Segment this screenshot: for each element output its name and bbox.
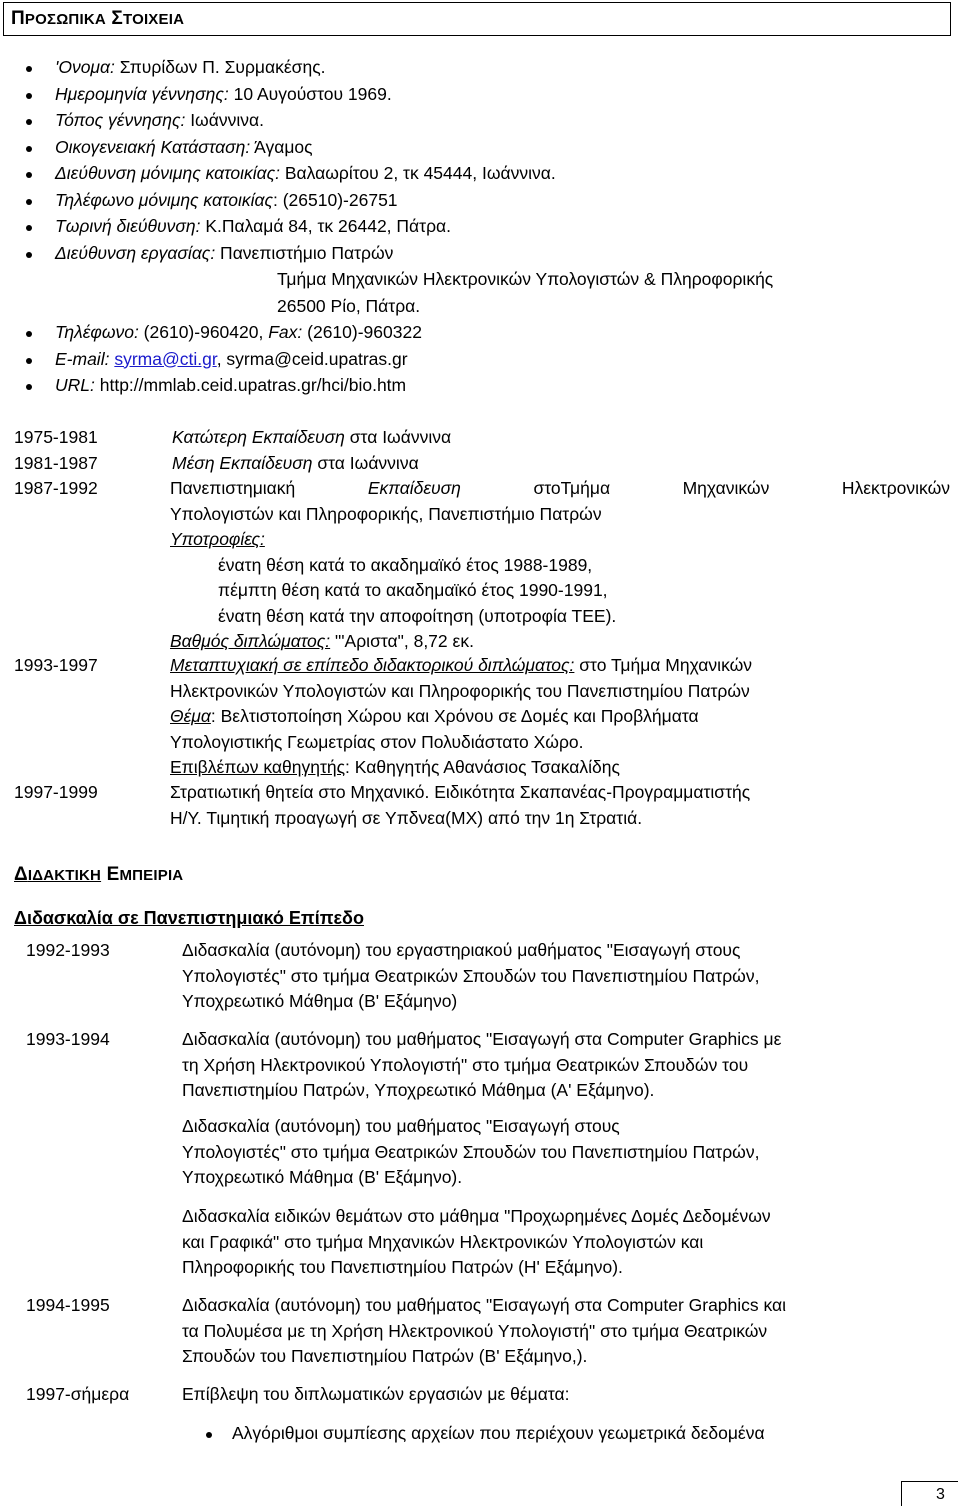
education-year: 1987-1992 (14, 478, 98, 498)
list-item: Τηλέφωνο: (2610)-960420, Fax: (2610)-960322 (22, 320, 942, 347)
teaching-heading: ΔΙΔΑΚΤΙΚΗ ΕΜΠΕΙΡΙΑ (14, 864, 184, 885)
list-item: 'Ονομα: Σπυρίδων Π. Συρμακέσης. (22, 55, 942, 82)
teaching-year: 1994-1995 (26, 1295, 110, 1315)
list-item: Τόπος γέννησης: Ιωάννινα. (22, 108, 942, 135)
list-item: Τωρινή διεύθυνση: Κ.Παλαμά 84, τκ 26442, Πάτρα. (22, 214, 942, 241)
personal-heading: ΠΡΟΣΩΠΙΚΑ ΣΤΟΙΧΕΙΑ (11, 8, 185, 29)
list-item: Διεύθυνση εργασίας: Πανεπιστήμιο Πατρών (22, 241, 942, 268)
teaching-year: 1997-σήμερα (26, 1384, 130, 1404)
page-number-box (901, 1481, 958, 1506)
teaching-entry: Διδασκαλία (αυτόνομη) του μαθήματος "Εισαγωγή στους Υπολογιστές" στο τμήμα Θεατρικών Σπουδών του Πανεπιστημίου Πατρών, Υποχρεωτικό Μάθημα (Β' Εξάμηνο). (182, 1116, 760, 1187)
education-year: 1993-1997 (14, 655, 98, 675)
work-address-line: 26500 Ρίο, Πάτρα. (277, 295, 421, 316)
personal-info-list (22, 55, 942, 400)
teaching-entry: Διδασκαλία (αυτόνομη) του εργαστηριακού μαθήματος "Εισαγωγή στους Υπολογιστές" στο τμήμα Θεατρικών Σπουδών του Πανεπιστημίου Πατρών, Υποχρεωτικό Μάθημα (Β' Εξάμηνο) (182, 940, 760, 1011)
page-number: 3 (936, 1486, 945, 1503)
teaching-entry: Διδασκαλία ειδικών θεμάτων στο μάθημα "Προχωρημένες Δομές Δεδομένων και Γραφικά" στο τμήμα Μηχανικών Ηλεκτρονικών Υπολογιστών και Πληροφορικής του Πανεπιστημίου Πατρών (Η' Εξάμηνο). (182, 1206, 771, 1277)
teaching-entry: Επίβλεψη του διπλωματικών εργασιών με θέματα: (182, 1384, 570, 1404)
list-item: URL: http://mmlab.ceid.upatras.gr/hci/bio.htm (22, 373, 942, 400)
teaching-entry: Διδασκαλία (αυτόνομη) του μαθήματος "Εισαγωγή στα Computer Graphics και τα Πολυμέσα με τη Χρήση Ηλεκτρονικού Υπολογιστή" στο τμήμα Θεατρικών Σπουδών του Πανεπιστημίου Πατρών (Β' Εξάμηνο,). (182, 1295, 787, 1366)
list-item: Ημερομηνία γέννησης: 10 Αυγούστου 1969. (22, 82, 942, 109)
document-page: ΠΡΟΣΩΠΙΚΑ ΣΤΟΙΧΕΙΑ 'Ονομα: Σπυρίδων Π. Συρμακέσης. Ημερομηνία γέννησης: 10 Αυγούστου 1969. Τόπος γέννησης: Ιωάννινα. Οικογενειακή Κατάσταση: Άγαμος Διεύθυνση μόνιμης κατοικίας: Βαλαωρίτου 2, τκ 45444, Ιωάννινα. Τηλέφωνο μόνιμης κατοικίας: (26510)-26751 Τωρινή διεύθυνση: Κ.Παλαμά 84, τκ 26442, Πάτρα. Διεύθυνση εργασίας: Πανεπιστήμιο Πατρών Τμήμα Μηχανικών Ηλεκτρονικών Υπολογιστών & Πληροφορικής 26500 Ρίο, Πάτρα. Τηλέφωνο: (2610)-960420, Fax: (2610)-960322 E-mail: syrma@cti.gr, syrma@ceid.upatras.gr URL: http://mmlab.ceid.upatras.gr/hci/bio.htm 1975-1981 Κατώτερη Εκπαίδευση στα Ιωάννινα 1981-1987 Μέση Εκπαίδευση στα Ιωάννινα 1987-1992 Πανεπιστημιακή Εκπαίδευση στοΤμήμα Μηχανικών Ηλεκτρονικών Υπολογιστών και Πληροφορικής, Πανεπιστήμιο Πατρών Υποτροφίες: ένατη θέση κατά το ακαδημαϊκό έτος 1988-1989, πέμπτη θέση κατά το ακαδημαϊκό έτος 1990-1991, ένατη θέση κατά την αποφοίτηση (υποτροφία ΤΕΕ). Βαθμός διπλώματος: "'Αριστα", 8,72 εκ. 1993-1997 Μεταπτυχιακή σε επίπεδο διδακτορικού διπλώματος: στο Τμήμα Μηχανικών Ηλεκτρονικών Υπολογιστών και Πληροφορικής του Πανεπιστημίου Πατρών Θέμα: Βελτιστοποίηση Χώρου και Χρόνου σε Δομές και Προβλήματα Υπολογιστικής Γεωμετρίας στον Πολυδιάστατο Χώρο. Επιβλέπων καθηγητής: Καθηγητής Αθανάσιος Τσακαλίδης 1997-1999 Στρατιωτική θητεία στο Μηχανικό. Ειδικότητα Σκαπανέας-Προγραμματιστής Η/Υ. Τιμητική προαγωγή σε Υπδνεα(ΜΧ) από την 1η Στρατιά. ΔΙΔΑΚΤΙΚΗ ΕΜΠΕΙΡΙΑ Διδασκαλία σε Πανεπιστημιακό Επίπεδο 1992-1993 Διδασκαλία (αυτόνομη) του εργαστηριακού μαθήματος "Εισαγωγή στους Υπολογιστές" στο τμήμα Θεατρικών Σπουδών του Πανεπιστημίου Πατρών, Υποχρεωτικό Μάθημα (Β' Εξάμηνο) 1993-1994 Διδασκαλία (αυτόνομη) του μαθήματος "Εισαγωγή στα Computer Graphics με τη Χρήση Ηλεκτρονικού Υπολογιστή" στο τμήμα Θεατρικών Σπουδών του Πανεπιστημίου Πατρών, Υποχρεωτικό Μάθημα (Α' Εξάμηνο). Διδασκαλία (αυτόνομη) του μαθήματος "Εισαγωγή στους Υπολογιστές" στο τμήμα Θεατρικών Σπουδών του Πανεπιστημίου Πατρών, Υποχρεωτικό Μάθημα (Β' Εξάμηνο). Διδασκαλία ειδικών θεμάτων στο μάθημα "Προχωρημένες Δομές Δεδομένων και Γραφικά" στο τμήμα Μηχανικών Ηλεκτρονικών Υπολογιστών και Πληροφορικής του Πανεπιστημίου Πατρών (Η' Εξάμηνο). 1994-1995 Διδασκαλία (αυτόνομη) του μαθήματος "Εισαγωγή στα Computer Graphics και τα Πολυμέσα με τη Χρήση Ηλεκτρονικού Υπολογιστή" στο τμήμα Θεατρικών Σπουδών του Πανεπιστημίου Πατρών (Β' Εξάμηνο,). 1997-σήμερα Επίβλεψη του διπλωματικών εργασιών με θέματα: Αλγόριθμοι συμπίεσης αρχείων που περιέχουν γεωμετρικά δεδομένα 3 (0, 0, 960, 1507)
teaching-year: 1992-1993 (26, 940, 110, 960)
list-item: Τηλέφωνο μόνιμης κατοικίας: (26510)-26751 (22, 188, 942, 215)
education-year: 1997-1999 (14, 782, 98, 802)
list-item: Οικογενειακή Κατάσταση: Άγαμος (22, 135, 942, 162)
work-address-line: Τμήμα Μηχανικών Ηλεκτρονικών Υπολογιστών & Πληροφορικής (277, 269, 774, 289)
list-item: E-mail: syrma@cti.gr, syrma@ceid.upatras.gr (22, 347, 942, 374)
email-link[interactable]: syrma@cti.gr (114, 348, 217, 369)
teaching-entry: Διδασκαλία (αυτόνομη) του μαθήματος "Εισαγωγή στα Computer Graphics με τη Χρήση Ηλεκτρονικού Υπολογιστή" στο τμήμα Θεατρικών Σπουδών του Πανεπιστημίου Πατρών, Υποχρεωτικό Μάθημα (Α' Εξάμηνο). (182, 1029, 782, 1100)
list-item: Διεύθυνση μόνιμης κατοικίας: Βαλαωρίτου 2, τκ 45444, Ιωάννινα. (22, 161, 942, 188)
list-item: Αλγόριθμοι συμπίεσης αρχείων που περιέχουν γεωμετρικά δεδομένα (206, 1421, 765, 1447)
education-year: 1975-1981 (14, 427, 98, 447)
teaching-year: 1993-1994 (26, 1029, 110, 1049)
teaching-subheading: Διδασκαλία σε Πανεπιστημιακό Επίπεδο (14, 908, 364, 928)
education-year: 1981-1987 (14, 453, 98, 473)
